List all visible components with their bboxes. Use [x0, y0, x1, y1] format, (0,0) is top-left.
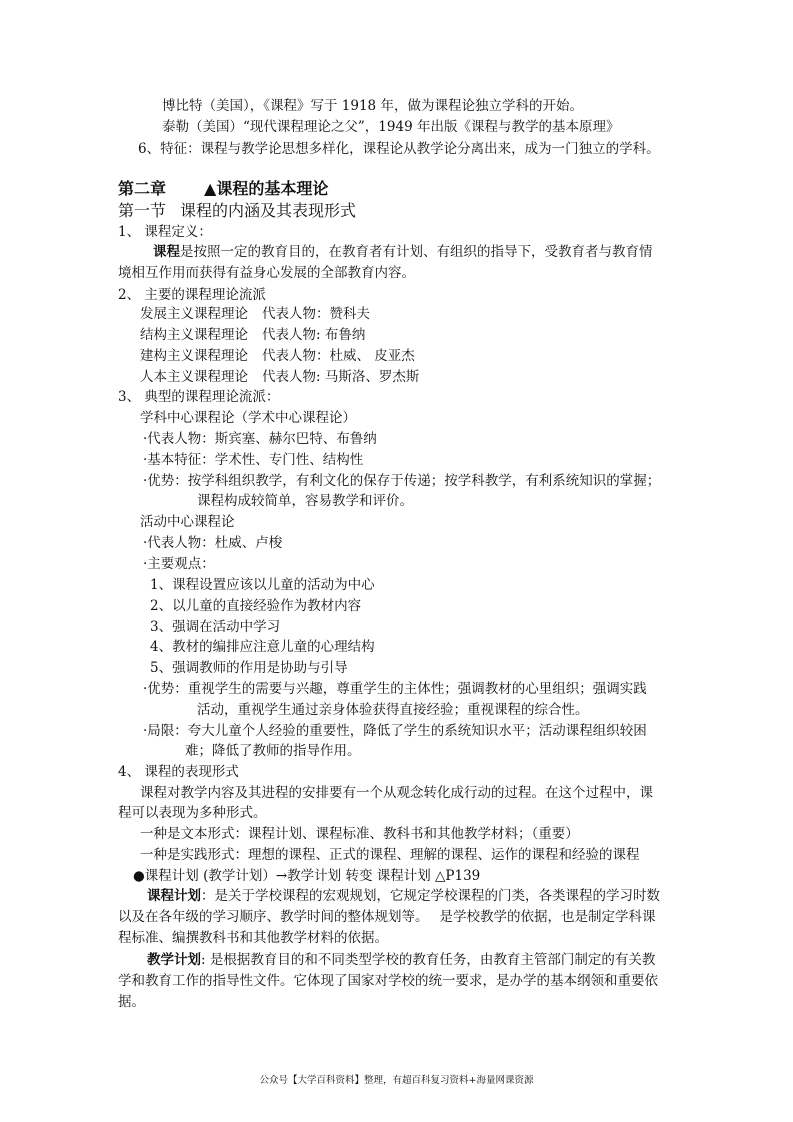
text-line: 境相互作用而获得有益身心发展的全部教育内容。 — [118, 265, 415, 281]
chapter-heading — [118, 180, 328, 198]
list-item: 5、强调教师的作用是协助与引导 — [150, 660, 348, 676]
bullet-item: ·优势：重视学生的需要与兴趣，尊重学生的主体性；强调教材的心里组织；强调实践 — [143, 681, 647, 697]
list-item: 1、课程设置应该以儿童的活动为中心 — [150, 577, 375, 593]
text: 是按照一定的教育目的，在教育者有计划、有组织的指导下，受教育者与教育情 — [180, 244, 653, 260]
bullet-item: ·代表人物：斯宾塞、赫尔巴特、布鲁纳 — [143, 431, 377, 447]
text-line: 程可以表现为多种形式。 — [118, 805, 267, 821]
text-line: 活动，重视学生通过亲身体验获得直接经验；重视课程的综合性。 — [197, 702, 589, 718]
list-item — [140, 326, 365, 344]
section-number: 第一节 — [118, 201, 167, 220]
list-heading: 4、 课程的表现形式 — [118, 764, 239, 780]
list-item: 4、教材的编排应注意儿童的心理结构 — [150, 639, 375, 655]
school-name: 结构主义课程理论 — [140, 327, 248, 343]
text: ：是关于学校课程的宏观规划，它规定学校课程的门类，各类课程的学习时数 — [201, 888, 660, 904]
page-footer: 公众号【大学百科资料】整理，有超百科复习资料+海量网课资源 — [259, 1075, 534, 1086]
text-line: 泰勒（美国）“现代课程理论之父”，1949 年出版《课程与教学的基本原理》 — [162, 119, 620, 135]
list-heading: 3、 典型的课程理论流派： — [118, 389, 280, 405]
text-line: 一种是实践形式：理想的课程、正式的课程、理解的课程、运作的课程和经验的课程 — [140, 847, 640, 863]
list-item — [140, 368, 419, 386]
text-line: 课程对教学内容及其进程的安排要有一个从观念转化成行动的过程。在这个过程中，课 — [140, 785, 653, 801]
text-line: 学和教育工作的指导性文件。它体现了国家对学校的统一要求，是办学的基本纲领和重要依 — [118, 973, 658, 989]
section-heading — [118, 202, 356, 220]
bullet-item: ·主要观点： — [143, 556, 215, 572]
list-item: 2、以儿童的直接经验作为教材内容 — [150, 598, 362, 614]
definition-paragraph — [147, 951, 655, 969]
text-line: 难；降低了教师的指导作用。 — [185, 743, 361, 759]
bullet-item: ·优势：按学科组织教学，有利文化的保存于传递；按学科教学，有利系统知识的掌握； — [143, 473, 661, 489]
bullet-item: ·局限：夸大儿童个人经验的重要性，降低了学生的系统知识水平；活动课程组织较困 — [143, 723, 647, 739]
list-item — [140, 347, 415, 365]
school-rep: 代表人物：杜威、 皮亚杰 — [262, 348, 415, 364]
section-title: 课程的内涵及其表现形式 — [180, 201, 357, 220]
school-rep: 代表人物: 布鲁纳 — [262, 327, 366, 343]
school-rep: 代表人物: 马斯洛、罗杰斯 — [262, 369, 420, 385]
list-heading: 2、 主要的课程理论流派 — [118, 287, 266, 303]
text-line: 以及在各年级的学习顺序、教学时间的整体规划等。 是学校教学的依据，也是制定学科课 — [118, 909, 656, 925]
list-item: 3、强调在活动中学习 — [150, 619, 281, 635]
term: 课程 — [153, 244, 180, 260]
text-line: 6、特征：课程与教学论思想多样化，课程论从教学论分离出来，成为一门独立的学科。 — [138, 141, 660, 157]
text-line: 一种是文本形式：课程计划、课程标准、教科书和其他教学材料；（重要） — [140, 826, 579, 842]
school-name: 人本主义课程理论 — [140, 369, 248, 385]
school-rep: 代表人物：赞科夫 — [262, 306, 370, 322]
text-line: 课程构成较简单，容易教学和评价。 — [197, 493, 413, 509]
subheading: 学科中心课程论（学术中心课程论） — [140, 410, 356, 426]
text-line: 博比特（美国），《课程》写于 1918 年，做为课程论独立学科的开始。 — [162, 98, 583, 114]
chapter-title: ▲课程的基本理论 — [204, 179, 329, 198]
list-item — [140, 305, 370, 323]
text-line: 程标准、编撰教科书和其他教学材料的依据。 — [118, 930, 388, 946]
subheading: 活动中心课程论 — [140, 514, 235, 530]
definition-paragraph — [147, 887, 660, 905]
list-heading: 1、 课程定义： — [118, 224, 212, 240]
chapter-number: 第二章 — [118, 179, 167, 198]
bullet-item: ·代表人物：杜威、卢梭 — [143, 535, 283, 551]
definition-paragraph — [153, 243, 653, 261]
school-name: 发展主义课程理论 — [140, 306, 248, 322]
school-name: 建构主义课程理论 — [140, 348, 248, 364]
text-line: ●课程计划 (教学计划）→教学计划 转变 课程计划 △P139 — [133, 868, 481, 884]
text-line: 据。 — [118, 994, 145, 1010]
term: 课程计划 — [147, 888, 201, 904]
bullet-item: ·基本特征：学术性、专门性、结构性 — [143, 452, 364, 468]
text: : 是根据教育目的和不同类型学校的教育任务，由教育主管部门制定的有关教 — [201, 952, 656, 968]
term: 教学计划 — [147, 952, 201, 968]
